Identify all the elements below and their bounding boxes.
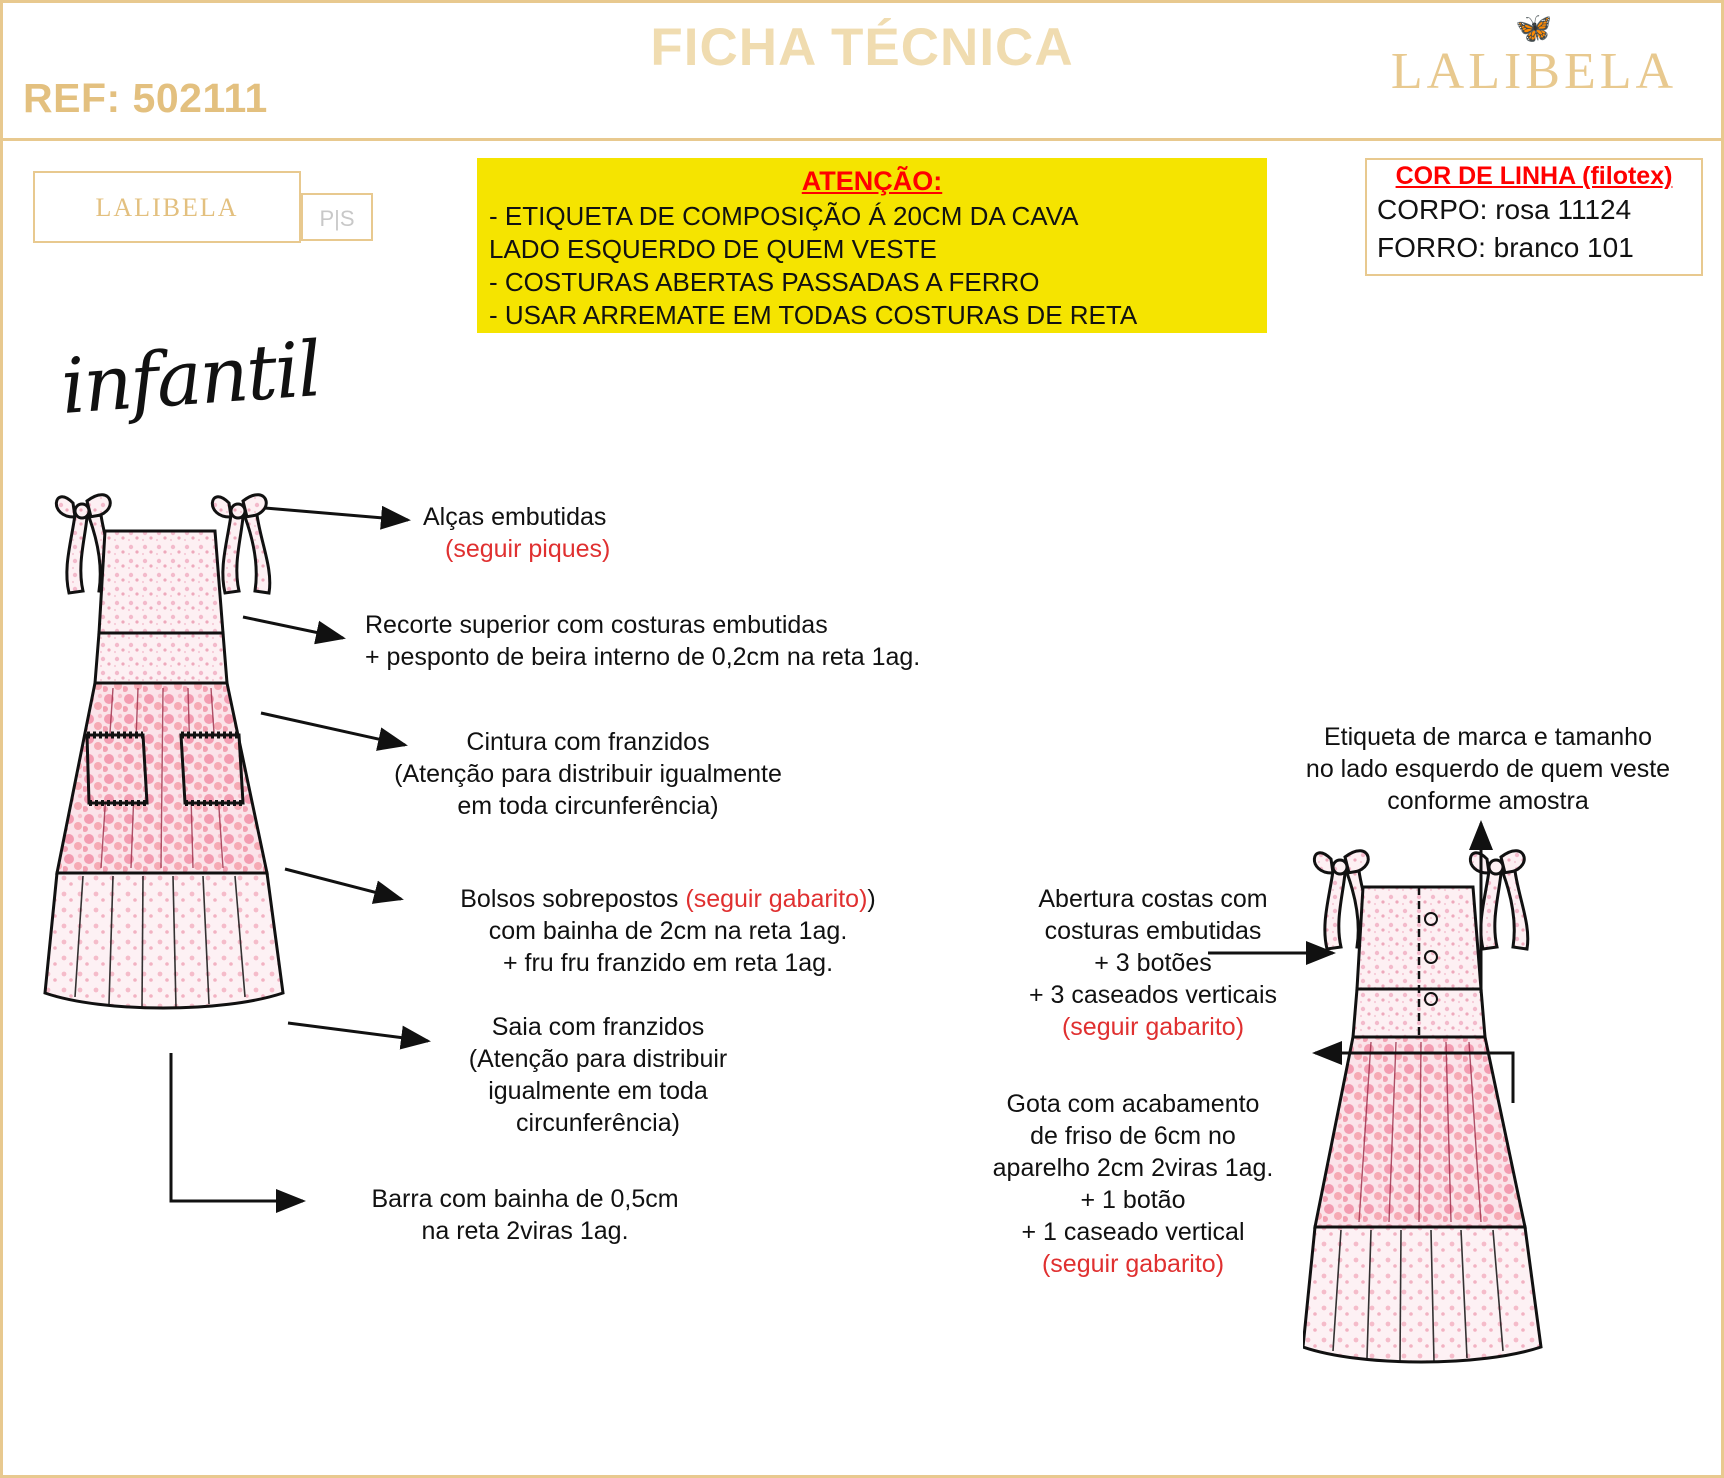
note-waist-line2: (Atenção para distribuir igualmente <box>394 760 782 788</box>
note-pockets-line2: com bainha de 2cm na reta 1ag. <box>488 917 848 945</box>
back-dress-illustration <box>1303 823 1593 1403</box>
garment-size-text: P|S <box>319 206 355 231</box>
note-back-opening-line4: + 3 caseados verticais <box>1028 981 1278 1009</box>
garment-label-brand: LALIBELA <box>95 193 239 222</box>
note-hem <box>315 1183 735 1247</box>
thread-color-title: COR DE LINHA (filotex) <box>1395 162 1673 190</box>
note-waist-line1: Cintura com franzidos <box>466 728 710 756</box>
note-drop-line3: aparelho 2cm 2viras 1ag. <box>992 1154 1274 1182</box>
thread-color-lining: FORRO: branco 101 <box>1377 232 1634 263</box>
attention-line: - ETIQUETA DE COMPOSIÇÃO Á 20CM DA CAVA <box>489 201 1079 231</box>
note-back-opening-line2: costuras embutidas <box>1044 917 1262 945</box>
note-drop-line4: + 1 botão <box>1080 1186 1186 1214</box>
attention-line: LADO ESQUERDO DE QUEM VESTE <box>489 234 937 264</box>
note-straps-line1: Alças embutidas <box>423 503 607 531</box>
note-pockets-line1a: Bolsos sobrepostos <box>460 885 686 913</box>
note-hem-line2: na reta 2viras 1ag. <box>421 1217 629 1245</box>
note-pockets <box>403 883 933 979</box>
note-drop-line6: (seguir gabarito) <box>1041 1250 1225 1278</box>
note-skirt <box>423 1011 773 1139</box>
thread-color-body: CORPO: rosa 11124 <box>1377 194 1632 225</box>
note-skirt-line1: Saia com franzidos <box>491 1013 705 1041</box>
note-pockets-line3: + fru fru franzido em reta 1ag. <box>502 949 834 977</box>
attention-title: ATENÇÃO: <box>801 166 943 196</box>
thread-color-box <box>1365 158 1703 276</box>
note-waist-line3: em toda circunferência) <box>457 792 719 820</box>
note-brand-label-line3: conforme amostra <box>1387 787 1589 815</box>
page-title: FICHA TÉCNICA <box>650 18 1074 77</box>
note-skirt-line2: (Atenção para distribuir <box>468 1045 728 1073</box>
note-drop-line5: + 1 caseado vertical <box>1021 1218 1245 1246</box>
brand-logo <box>1369 12 1699 101</box>
note-brand-label-line2: no lado esquerdo de quem veste <box>1305 755 1671 783</box>
note-brand-label <box>1243 721 1724 817</box>
note-straps <box>423 501 723 565</box>
attention-line: - USAR ARREMATE EM TODAS COSTURAS DE RETA <box>489 300 1138 330</box>
note-straps-line2: (seguir piques) <box>445 535 611 563</box>
attention-lines <box>489 200 1259 332</box>
note-brand-label-line1: Etiqueta de marca e tamanho <box>1324 723 1652 751</box>
attention-line: - COSTURAS ABERTAS PASSADAS A FERRO <box>489 267 1040 297</box>
reference-number: REF: 502111 <box>23 75 268 121</box>
front-dress-illustration <box>43 473 343 1073</box>
note-drop <box>963 1088 1303 1280</box>
garment-label-box <box>33 171 301 243</box>
page-header <box>3 3 1721 141</box>
garment-size-box <box>301 193 373 241</box>
note-waist <box>333 726 843 822</box>
note-drop-line1: Gota com acabamento <box>1006 1090 1260 1118</box>
note-back-opening-line3: + 3 botões <box>1094 949 1212 977</box>
note-back-opening-line1: Abertura costas com <box>1038 885 1268 913</box>
note-skirt-line3: igualmente em toda <box>488 1077 708 1105</box>
note-pockets-line1: Bolsos sobrepostos (seguir gabarito)) <box>460 885 876 913</box>
note-back-opening <box>1003 883 1303 1043</box>
note-upper-cut-line2: + pesponto de beira interno de 0,2cm na reta 1ag. <box>365 643 921 671</box>
bee-icon: 🦋 <box>1515 12 1553 45</box>
note-pockets-line1b: (seguir gabarito) <box>685 885 868 913</box>
category-label: infantil <box>58 324 323 431</box>
brand-name: LALIBELA <box>1390 43 1678 100</box>
note-upper-cut-line1: Recorte superior com costuras embutidas <box>365 611 828 639</box>
attention-box <box>477 158 1267 333</box>
note-skirt-line4: circunferência) <box>516 1109 680 1137</box>
note-drop-line2: de friso de 6cm no <box>1030 1122 1236 1150</box>
note-back-opening-line5: (seguir gabarito) <box>1061 1013 1245 1041</box>
note-hem-line1: Barra com bainha de 0,5cm <box>371 1185 679 1213</box>
note-upper-cut <box>365 609 1065 673</box>
